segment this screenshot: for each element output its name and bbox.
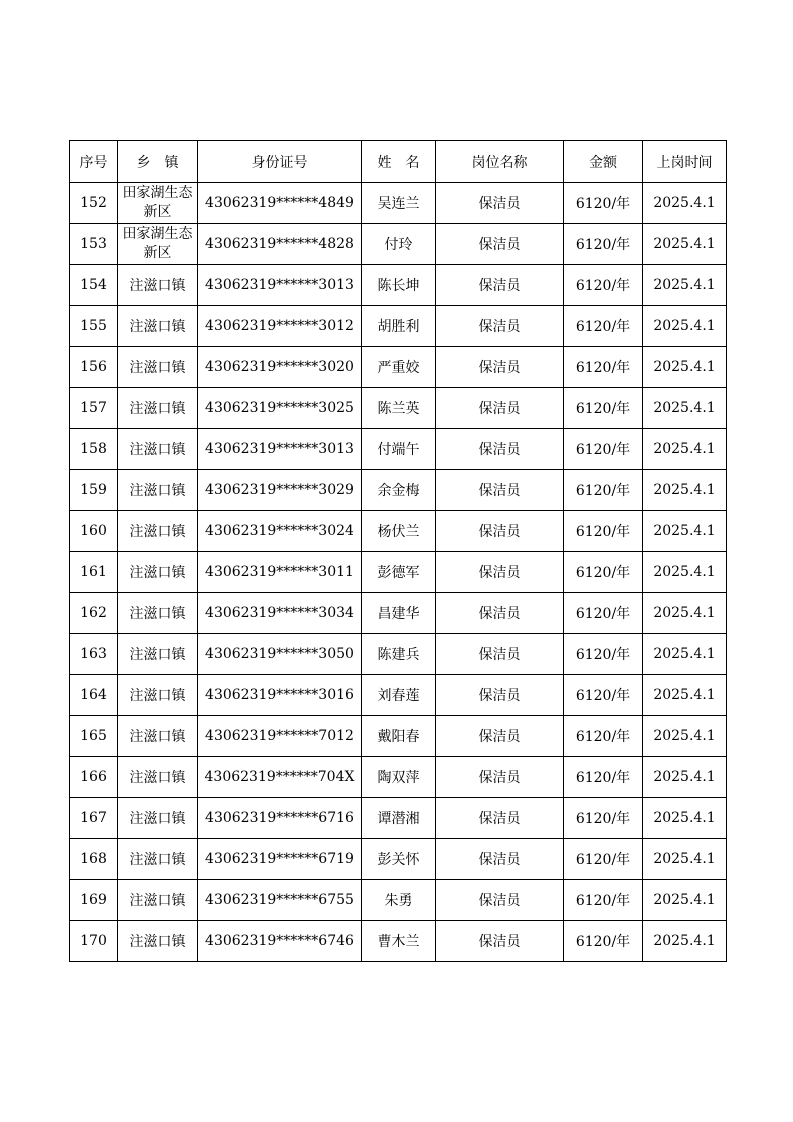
- cell-amount: 6120/年: [564, 511, 643, 552]
- cell-start-date: 2025.4.1: [643, 347, 727, 388]
- cell-township: 注滋口镇: [118, 757, 198, 798]
- cell-name: 曹木兰: [362, 921, 436, 962]
- cell-id-number: 43062319******3025: [198, 388, 362, 429]
- cell-start-date: 2025.4.1: [643, 183, 727, 224]
- cell-start-date: 2025.4.1: [643, 593, 727, 634]
- cell-serial-no: 153: [70, 224, 118, 265]
- cell-name: 戴阳春: [362, 716, 436, 757]
- cell-id-number: 43062319******3016: [198, 675, 362, 716]
- cell-position: 保洁员: [436, 511, 564, 552]
- cell-serial-no: 157: [70, 388, 118, 429]
- cell-amount: 6120/年: [564, 224, 643, 265]
- cell-township: 注滋口镇: [118, 347, 198, 388]
- cell-township: 注滋口镇: [118, 470, 198, 511]
- table-row: [70, 306, 727, 347]
- cell-township: 注滋口镇: [118, 593, 198, 634]
- cell-amount: 6120/年: [564, 880, 643, 921]
- table-row: [70, 183, 727, 224]
- cell-id-number: 43062319******704X: [198, 757, 362, 798]
- cell-amount: 6120/年: [564, 306, 643, 347]
- cell-name: 吴连兰: [362, 183, 436, 224]
- cell-id-number: 43062319******3029: [198, 470, 362, 511]
- cell-township: 注滋口镇: [118, 429, 198, 470]
- cell-serial-no: 164: [70, 675, 118, 716]
- cell-township: 注滋口镇: [118, 511, 198, 552]
- cell-serial-no: 158: [70, 429, 118, 470]
- cell-serial-no: 156: [70, 347, 118, 388]
- table-row: [70, 880, 727, 921]
- cell-township: 注滋口镇: [118, 552, 198, 593]
- cell-amount: 6120/年: [564, 634, 643, 675]
- table-row: [70, 347, 727, 388]
- cell-name: 谭潜湘: [362, 798, 436, 839]
- cell-township: 注滋口镇: [118, 675, 198, 716]
- cell-position: 保洁员: [436, 839, 564, 880]
- cell-amount: 6120/年: [564, 798, 643, 839]
- cell-township: 注滋口镇: [118, 306, 198, 347]
- cell-amount: 6120/年: [564, 265, 643, 306]
- header-name: 姓 名: [362, 141, 436, 183]
- cell-township: 注滋口镇: [118, 388, 198, 429]
- cell-serial-no: 159: [70, 470, 118, 511]
- table-row: [70, 634, 727, 675]
- cell-serial-no: 165: [70, 716, 118, 757]
- cell-start-date: 2025.4.1: [643, 675, 727, 716]
- cell-start-date: 2025.4.1: [643, 470, 727, 511]
- table-row: [70, 839, 727, 880]
- table-row: [70, 388, 727, 429]
- cell-name: 刘春莲: [362, 675, 436, 716]
- cell-position: 保洁员: [436, 921, 564, 962]
- cell-position: 保洁员: [436, 675, 564, 716]
- header-township: 乡 镇: [118, 141, 198, 183]
- cell-amount: 6120/年: [564, 593, 643, 634]
- cell-township: 田家湖生态新区: [118, 183, 198, 224]
- cell-amount: 6120/年: [564, 716, 643, 757]
- cell-township: 注滋口镇: [118, 634, 198, 675]
- cell-name: 严重姣: [362, 347, 436, 388]
- cell-start-date: 2025.4.1: [643, 511, 727, 552]
- cell-start-date: 2025.4.1: [643, 306, 727, 347]
- cell-name: 朱勇: [362, 880, 436, 921]
- header-amount: 金额: [564, 141, 643, 183]
- cell-township: 田家湖生态新区: [118, 224, 198, 265]
- cell-id-number: 43062319******4849: [198, 183, 362, 224]
- header-start-date: 上岗时间: [643, 141, 727, 183]
- cell-id-number: 43062319******3024: [198, 511, 362, 552]
- cell-id-number: 43062319******6755: [198, 880, 362, 921]
- cell-name: 陶双萍: [362, 757, 436, 798]
- cell-position: 保洁员: [436, 183, 564, 224]
- cell-start-date: 2025.4.1: [643, 798, 727, 839]
- table-row: [70, 470, 727, 511]
- cell-amount: 6120/年: [564, 388, 643, 429]
- cell-name: 昌建华: [362, 593, 436, 634]
- cell-serial-no: 167: [70, 798, 118, 839]
- cell-position: 保洁员: [436, 880, 564, 921]
- cell-start-date: 2025.4.1: [643, 429, 727, 470]
- cell-township: 注滋口镇: [118, 265, 198, 306]
- cell-name: 陈建兵: [362, 634, 436, 675]
- cell-start-date: 2025.4.1: [643, 839, 727, 880]
- cell-serial-no: 166: [70, 757, 118, 798]
- cell-id-number: 43062319******4828: [198, 224, 362, 265]
- cell-serial-no: 168: [70, 839, 118, 880]
- cell-serial-no: 154: [70, 265, 118, 306]
- cell-position: 保洁员: [436, 429, 564, 470]
- table-row: [70, 511, 727, 552]
- cell-amount: 6120/年: [564, 757, 643, 798]
- table-row: [70, 593, 727, 634]
- cell-serial-no: 162: [70, 593, 118, 634]
- cell-position: 保洁员: [436, 757, 564, 798]
- cell-name: 付端午: [362, 429, 436, 470]
- cell-start-date: 2025.4.1: [643, 224, 727, 265]
- table-row: [70, 757, 727, 798]
- cell-serial-no: 161: [70, 552, 118, 593]
- cell-start-date: 2025.4.1: [643, 552, 727, 593]
- cell-serial-no: 152: [70, 183, 118, 224]
- table-body: [70, 183, 727, 962]
- cell-start-date: 2025.4.1: [643, 265, 727, 306]
- cell-township: 注滋口镇: [118, 839, 198, 880]
- cell-name: 陈兰英: [362, 388, 436, 429]
- cell-amount: 6120/年: [564, 552, 643, 593]
- cell-amount: 6120/年: [564, 921, 643, 962]
- cell-name: 杨伏兰: [362, 511, 436, 552]
- cell-amount: 6120/年: [564, 347, 643, 388]
- cell-id-number: 43062319******6746: [198, 921, 362, 962]
- cell-serial-no: 155: [70, 306, 118, 347]
- cell-position: 保洁员: [436, 716, 564, 757]
- cell-township: 注滋口镇: [118, 921, 198, 962]
- cell-amount: 6120/年: [564, 429, 643, 470]
- cell-start-date: 2025.4.1: [643, 757, 727, 798]
- cell-id-number: 43062319******3013: [198, 265, 362, 306]
- cell-position: 保洁员: [436, 306, 564, 347]
- table-row: [70, 265, 727, 306]
- table-row: [70, 552, 727, 593]
- cell-position: 保洁员: [436, 593, 564, 634]
- cell-start-date: 2025.4.1: [643, 921, 727, 962]
- cell-start-date: 2025.4.1: [643, 880, 727, 921]
- header-serial-no: 序号: [70, 141, 118, 183]
- table-row: [70, 798, 727, 839]
- cell-serial-no: 163: [70, 634, 118, 675]
- cell-serial-no: 160: [70, 511, 118, 552]
- cell-id-number: 43062319******3013: [198, 429, 362, 470]
- table-row: [70, 429, 727, 470]
- cell-position: 保洁员: [436, 224, 564, 265]
- cell-position: 保洁员: [436, 388, 564, 429]
- cell-start-date: 2025.4.1: [643, 634, 727, 675]
- cell-name: 余金梅: [362, 470, 436, 511]
- header-id-number: 身份证号: [198, 141, 362, 183]
- table-row: [70, 921, 727, 962]
- cell-amount: 6120/年: [564, 183, 643, 224]
- cell-start-date: 2025.4.1: [643, 388, 727, 429]
- header-row: [70, 141, 727, 183]
- cell-id-number: 43062319******3020: [198, 347, 362, 388]
- cell-id-number: 43062319******3050: [198, 634, 362, 675]
- cell-id-number: 43062319******7012: [198, 716, 362, 757]
- cell-township: 注滋口镇: [118, 798, 198, 839]
- cell-township: 注滋口镇: [118, 880, 198, 921]
- cell-name: 彭关怀: [362, 839, 436, 880]
- cell-position: 保洁员: [436, 634, 564, 675]
- cell-amount: 6120/年: [564, 675, 643, 716]
- cell-serial-no: 169: [70, 880, 118, 921]
- cell-position: 保洁员: [436, 265, 564, 306]
- cell-id-number: 43062319******6716: [198, 798, 362, 839]
- table-header: [70, 141, 727, 183]
- cell-id-number: 43062319******3011: [198, 552, 362, 593]
- cell-start-date: 2025.4.1: [643, 716, 727, 757]
- header-position: 岗位名称: [436, 141, 564, 183]
- cell-id-number: 43062319******6719: [198, 839, 362, 880]
- cell-position: 保洁员: [436, 347, 564, 388]
- table-row: [70, 675, 727, 716]
- cell-serial-no: 170: [70, 921, 118, 962]
- table-row: [70, 716, 727, 757]
- cell-name: 胡胜利: [362, 306, 436, 347]
- cell-township: 注滋口镇: [118, 716, 198, 757]
- cell-amount: 6120/年: [564, 839, 643, 880]
- cell-position: 保洁员: [436, 470, 564, 511]
- cell-amount: 6120/年: [564, 470, 643, 511]
- cell-position: 保洁员: [436, 552, 564, 593]
- cell-id-number: 43062319******3034: [198, 593, 362, 634]
- personnel-table: [69, 140, 727, 962]
- cell-name: 彭德军: [362, 552, 436, 593]
- cell-id-number: 43062319******3012: [198, 306, 362, 347]
- cell-position: 保洁员: [436, 798, 564, 839]
- table-row: [70, 224, 727, 265]
- cell-name: 陈长坤: [362, 265, 436, 306]
- cell-name: 付玲: [362, 224, 436, 265]
